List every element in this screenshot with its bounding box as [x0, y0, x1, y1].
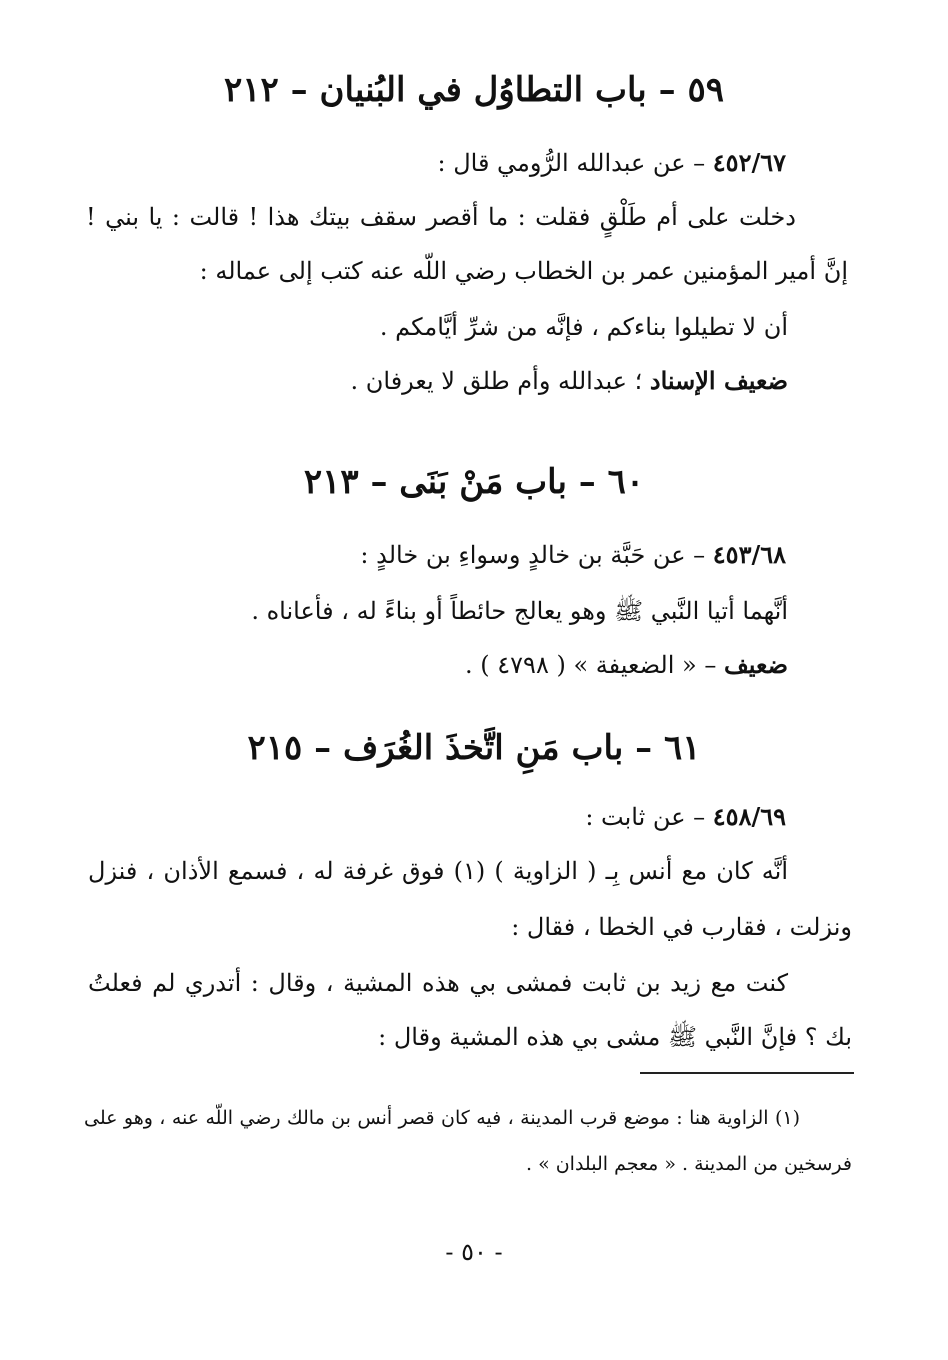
page-number: - ٥٠ -: [445, 1238, 503, 1266]
text-line: أنَّهما أتيا النَّبي ﷺ وهو يعالج حائطاً أو بناءً له ، فأعاناه .: [251, 597, 788, 625]
hadith-number: ٤٥٨/٦٩: [712, 802, 786, 831]
footnote-separator: [640, 1072, 854, 1074]
grade-line: [351, 364, 789, 398]
footnote-line: (١) الزاوية هنا : موضع قرب المدينة ، فيه كان قصر أنس بن مالك رضي اللّه عنه ، وهو على: [84, 1107, 800, 1129]
grade-line: [465, 648, 788, 682]
text-line: أنَّه كان مع أنس بِـ ( الزاوية ) (١) فوق غرفة له ، فسمع الأذان ، فنزل: [88, 857, 789, 885]
hadith-heading-68: [360, 538, 786, 572]
text-line: ونزلت ، فقارب في الخطا ، فقال :: [511, 913, 852, 941]
grade-label: ضعيف الإسناد: [649, 366, 788, 395]
text-line: بك ؟ فإنَّ النَّبي ﷺ مشى بي هذه المشية وقال :: [378, 1023, 852, 1051]
hadith-heading-69: [585, 800, 786, 834]
grade-text: – « الضعيفة » ( ٤٧٩٨ ) .: [465, 651, 724, 679]
text-line: أن لا تطيلوا بناءكم ، فإنَّه من شرِّ أيَّامكم .: [379, 313, 788, 341]
grade-text: ؛ عبدالله وأم طلق لا يعرفان .: [350, 367, 650, 395]
hadith-intro: – عن حَبَّة بن خالدٍ وسواءِ بن خالدٍ :: [360, 541, 713, 569]
footnote-line: فرسخين من المدينة . « معجم البلدان » .: [525, 1153, 852, 1175]
text-line: دخلت على أم طَلْقٍ فقلت : ما أقصر سقف بيتك هذا ! قالت : يا بني !: [86, 203, 796, 231]
hadith-heading-67: [437, 146, 786, 180]
grade-label: ضعيف: [723, 650, 788, 679]
chapter-title-59: ٥٩ – باب التطاوُل في البُنيان – ٢١٢: [224, 70, 724, 110]
hadith-number: ٤٥٣/٦٨: [712, 540, 786, 569]
chapter-title-60: ٦٠ – باب مَنْ بَنَى – ٢١٣: [303, 462, 645, 502]
text-line: كنت مع زيد بن ثابت فمشى بي هذه المشية ، وقال : أتدري لم فعلتُ: [88, 969, 788, 997]
hadith-number: ٤٥٢/٦٧: [712, 148, 786, 177]
chapter-title-61: ٦١ – باب مَنِ اتَّخذَ الغُرَف – ٢١٥: [247, 728, 701, 768]
text-line: إنَّ أمير المؤمنين عمر بن الخطاب رضي اللّه عنه كتب إلى عماله :: [199, 257, 848, 285]
hadith-intro: – عن عبدالله الرُّومي قال :: [437, 149, 713, 177]
hadith-intro: – عن ثابت :: [585, 803, 713, 831]
